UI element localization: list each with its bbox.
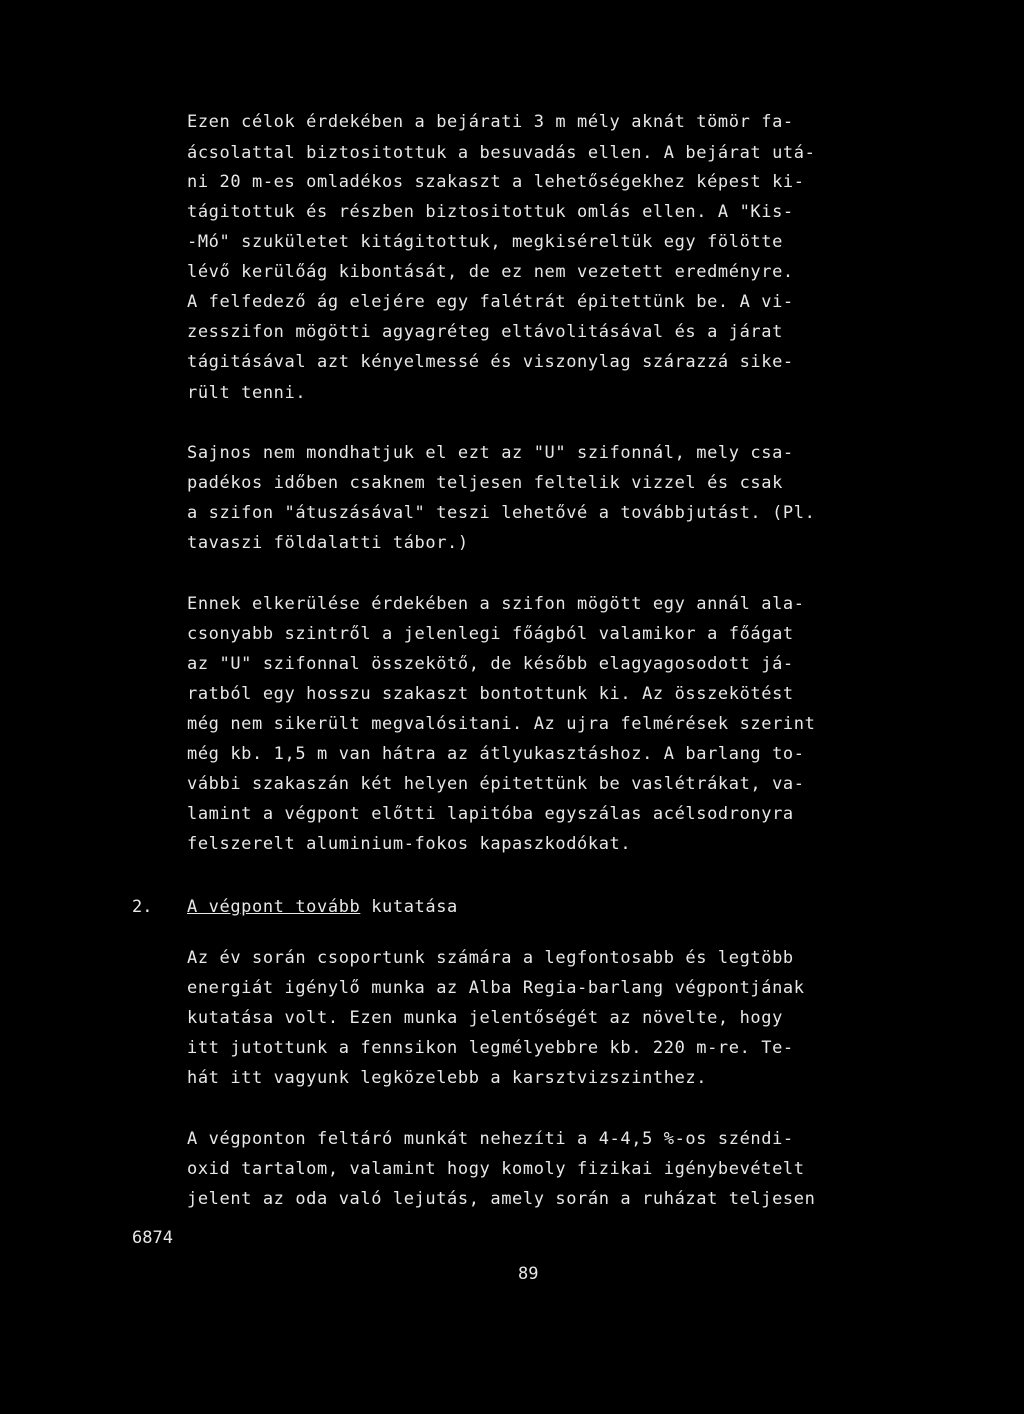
text-line: zesszifon mögötti agyagréteg eltávolitásával és a járat [187,322,783,342]
text-line: lamint a végpont előtti lapitóba egyszálas acélsodronyra [187,804,794,824]
text-line: ácsolattal biztositottuk a besuvadás ellen. A bejárat utá- [187,143,816,163]
text-line: az "U" szifonnal összekötő, de később elagyagosodott já- [187,654,794,674]
text-line: tágitásával azt kényelmessé és viszonylag szárazzá sike- [187,352,794,372]
text-line: rült tenni. [187,383,307,403]
text-line: itt jutottunk a fennsikon legmélyebbre kb. 220 m-re. Te- [187,1038,794,1058]
text-line: A végponton feltáró munkát nehezíti a 4-4,5 %-os széndi- [187,1129,794,1149]
text-line: oxid tartalom, valamint hogy komoly fizikai igénybevételt [187,1159,805,1179]
section-title-underlined: A végpont tovább [187,897,361,917]
text-line: Ennek elkerülése érdekében a szifon mögött egy annál ala- [187,594,805,614]
text-line: ni 20 m-es omladékos szakaszt a lehetőségekhez képest ki- [187,172,805,192]
text-line: a szifon "átuszásával" teszi lehetővé a továbbjutást. (Pl. [187,503,816,523]
text-line: ratból egy hosszu szakaszt bontottunk ki. Az összekötést [187,684,794,704]
text-line: padékos időben csaknem teljesen feltelik vizzel és csak [187,473,783,493]
text-line: még nem sikerült megvalósitani. Az ujra felmérések szerint [187,714,816,734]
text-line: Ezen célok érdekében a bejárati 3 m mély aknát tömör fa- [187,112,794,132]
text-line: A felfedező ág elejére egy falétrát épitettünk be. A vi- [187,292,794,312]
section-title [187,897,458,917]
text-line: lévő kerülőág kibontását, de ez nem vezetett eredményre. [187,262,794,282]
text-line: még kb. 1,5 m van hátra az átlyukasztáshoz. A barlang to- [187,744,805,764]
text-line: tavaszi földalatti tábor.) [187,533,469,553]
text-line: energiát igénylő munka az Alba Regia-barlang végpontjának [187,978,805,998]
section-number: 2. [132,897,153,917]
text-line: jelent az oda való lejutás, amely során a ruházat teljesen [187,1189,816,1209]
text-line: Sajnos nem mondhatjuk el ezt az "U" szifonnál, mely csa- [187,443,794,463]
text-line: vábbi szakaszán két helyen épitettünk be vaslétrákat, va- [187,774,805,794]
text-line: Az év során csoportunk számára a legfontosabb és legtöbb [187,948,794,968]
text-line: hát itt vagyunk legközelebb a karsztvizszinthez. [187,1068,708,1088]
text-line: -Mó" szukületet kitágitottuk, megkiséreltük egy fölötte [187,232,783,252]
text-line: csonyabb szintről a jelenlegi főágból valamikor a főágat [187,624,794,644]
text-line: felszerelt aluminium-fokos kapaszkodókat. [187,834,632,854]
document-id: 6874 [132,1228,173,1248]
text-line: tágitottuk és részben biztositottuk omlás ellen. A "Kis- [187,202,794,222]
text-line: kutatása volt. Ezen munka jelentőségét az növelte, hogy [187,1008,783,1028]
section-title-rest: kutatása [360,897,458,917]
page-number: 89 [518,1264,539,1284]
